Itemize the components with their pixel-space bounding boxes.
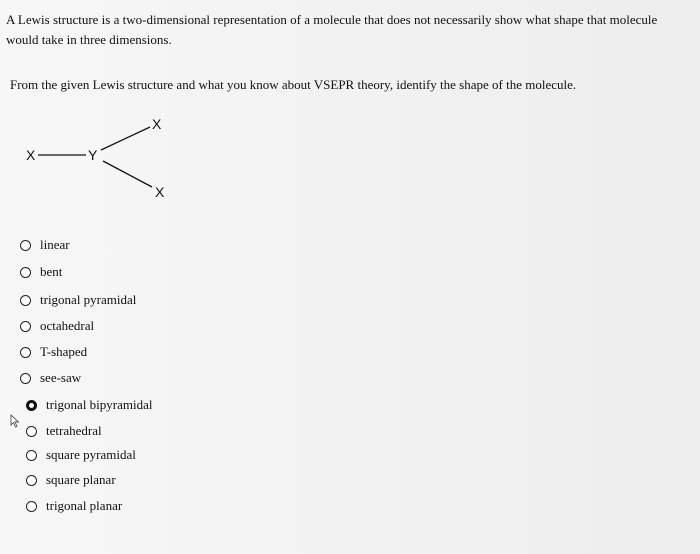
radio-unselected[interactable] [20, 267, 31, 278]
option-label: trigonal pyramidal [40, 292, 137, 307]
intro-line-1: A Lewis structure is a two-dimensional representation of a molecule that does not necessarily show what shape that molecule [6, 12, 658, 27]
option-octahedral[interactable] [20, 318, 94, 334]
radio-unselected[interactable] [26, 450, 37, 461]
bond-bottom [103, 161, 152, 187]
option-label: octahedral [40, 318, 95, 333]
option-label: linear [40, 237, 70, 252]
radio-unselected[interactable] [20, 295, 31, 306]
intro-line-2: would take in three dimensions. [6, 32, 172, 47]
option-trigonal-bipyramidal[interactable] [26, 397, 153, 413]
option-label: trigonal bipyramidal [46, 397, 153, 412]
option-label: T-shaped [40, 344, 88, 359]
option-label: square planar [46, 472, 116, 487]
radio-unselected[interactable] [26, 426, 37, 437]
atom-top: X [152, 116, 162, 132]
option-see-saw[interactable] [20, 370, 81, 386]
radio-unselected[interactable] [20, 347, 31, 358]
question-text: From the given Lewis structure and what you know about VSEPR theory, identify the shape of the molecule. [10, 77, 577, 92]
option-trigonal-pyramidal[interactable] [20, 292, 136, 308]
option-label: tetrahedral [46, 423, 102, 438]
option-linear[interactable] [20, 237, 70, 253]
option-t-shaped[interactable] [20, 344, 87, 360]
option-bent[interactable] [20, 264, 62, 280]
option-label: trigonal planar [46, 498, 123, 513]
radio-unselected[interactable] [26, 501, 37, 512]
radio-selected[interactable] [26, 400, 37, 411]
radio-unselected[interactable] [20, 240, 31, 251]
atom-left: X [26, 147, 36, 163]
option-square-pyramidal[interactable] [26, 447, 136, 463]
option-label: bent [40, 264, 63, 279]
option-tetrahedral[interactable] [26, 423, 102, 439]
radio-unselected[interactable] [20, 373, 31, 384]
option-trigonal-planar[interactable] [26, 498, 122, 514]
atom-bottom: X [155, 184, 165, 200]
option-square-planar[interactable] [26, 472, 116, 488]
mouse-cursor-icon [10, 414, 20, 428]
option-label: see-saw [40, 370, 82, 385]
radio-unselected[interactable] [20, 321, 31, 332]
option-label: square pyramidal [46, 447, 136, 462]
atom-center: Y [88, 147, 98, 163]
lewis-structure-diagram [0, 105, 220, 205]
bond-top [101, 127, 150, 150]
radio-unselected[interactable] [26, 475, 37, 486]
intro-text [6, 10, 700, 50]
